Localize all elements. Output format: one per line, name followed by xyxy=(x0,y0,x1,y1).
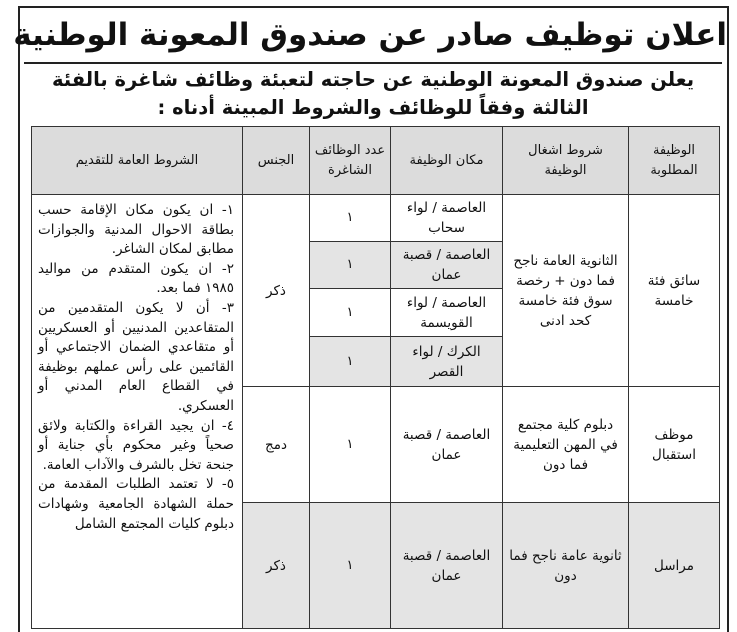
title-divider xyxy=(24,62,722,64)
gender-cell: دمج xyxy=(243,387,310,503)
job-location-cell: العاصمة / قصبة عمان xyxy=(391,242,503,289)
header-vacancies: عدد الوظائف الشاغرة xyxy=(310,127,391,195)
gender-cell: ذكر xyxy=(243,195,310,387)
gender-cell: ذكر xyxy=(243,503,310,629)
vacancy-count-cell: ١ xyxy=(310,195,391,242)
jobs-table xyxy=(31,126,720,629)
condition-item: ٣- أن لا يكون المتقدمين من المتقاعدين المدنيين أو العسكريين أو متقاعدي الضمان الاجتماعي أو القائمين على رأس عملهم بوظيفة في القطاع العام المدني أو العسكري. xyxy=(38,299,234,414)
job-requirements-cell: الثانوية العامة ناجح فما دون + رخصة سوق فئة خامسة كحد ادنى xyxy=(503,195,629,387)
header-general-conditions: الشروط العامة للتقديم xyxy=(32,127,243,195)
vacancy-count-cell: ١ xyxy=(310,387,391,503)
announcement-intro: يعلن صندوق المعونة الوطنية عن حاجته لتعبئة وظائف شاغرة بالفئة الثالثة وفقاً للوظائف والشروط المبينة أدناه : xyxy=(51,68,695,119)
job-title-cell: سائق فئة خامسة xyxy=(629,195,720,387)
condition-item: ٥- لا تعتمد الطلبات المقدمة من حملة الشهادة الجامعية وشهادات دبلوم كليات المجتمع الشامل xyxy=(38,476,234,532)
job-location-cell: العاصمة / لواء سحاب xyxy=(391,195,503,242)
job-requirements-cell: دبلوم كلية مجتمع في المهن التعليمية فما دون xyxy=(503,387,629,503)
header-job: الوظيفة المطلوبة xyxy=(629,127,720,195)
job-location-cell: العاصمة / لواء القويسمة xyxy=(391,289,503,337)
job-location-cell: العاصمة / قصبة عمان xyxy=(391,387,503,503)
table-row xyxy=(32,195,720,242)
job-title-cell: مراسل xyxy=(629,503,720,629)
condition-item: ٢- ان يكون المتقدم من مواليد ١٩٨٥ فما بعد. xyxy=(38,260,234,297)
general-conditions-cell xyxy=(32,195,243,629)
condition-item: ١- ان يكون مكان الإقامة حسب بطاقة الاحوال المدنية والجوازات مطابق لمكان الشاغر. xyxy=(38,202,234,258)
header-requirements: شروط اشغال الوظيفة xyxy=(503,127,629,195)
job-title-cell: موظف استقبال xyxy=(629,387,720,503)
job-requirements-cell: ثانوية عامة ناجح فما دون xyxy=(503,503,629,629)
job-location-cell: الكرك / لواء القصر xyxy=(391,337,503,387)
vacancy-count-cell: ١ xyxy=(310,337,391,387)
header-location: مكان الوظيفة xyxy=(391,127,503,195)
condition-item: ٤- ان يجيد القراءة والكتابة ولائق صحياً وغير محكوم بأي جناية أو جنحة تخل بالشرف والآداب العامة. xyxy=(38,417,234,473)
table-header-row xyxy=(32,127,720,195)
vacancy-count-cell: ١ xyxy=(310,503,391,629)
vacancy-count-cell: ١ xyxy=(310,289,391,337)
job-location-cell: العاصمة / قصبة عمان xyxy=(391,503,503,629)
announcement-title: اعلان توظيف صادر عن صندوق المعونة الوطنية xyxy=(13,17,727,53)
vacancy-count-cell: ١ xyxy=(310,242,391,289)
header-gender: الجنس xyxy=(243,127,310,195)
